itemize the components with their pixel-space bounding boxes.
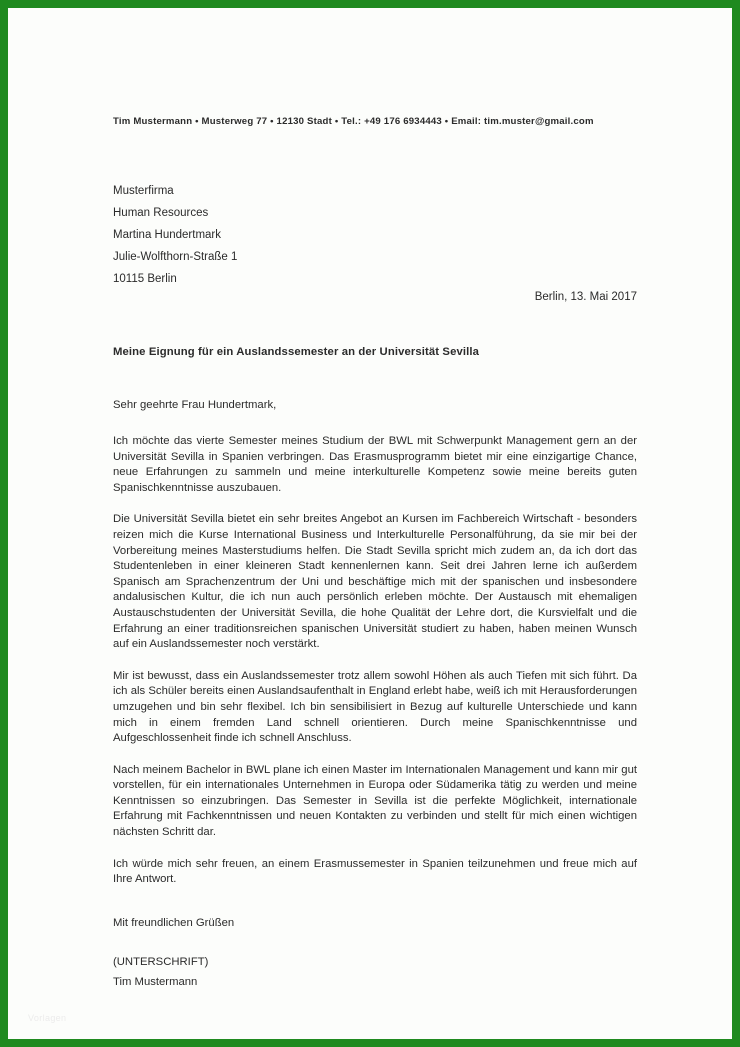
- body-paragraph-4: Nach meinem Bachelor in BWL plane ich einen Master im Internationalen Management und kann mir gut vorstellen, für ein internationales Unternehmen in Europa oder Südamerika tätig zu werden und meine Kenntnissen so einzubringen. Das Semester in Sevilla ist die perfekte Möglichkeit, internationale Erfahrung mit Fachkenntnissen und neuen Kontakten zu verbinden und stellt für mich einen wichtigen nächsten Schritt dar.: [113, 763, 637, 839]
- closing-phrase: Mit freundlichen Grüßen: [113, 917, 235, 929]
- body-paragraph-5: Ich würde mich sehr freuen, an einem Erasmussemester in Spanien teilzunehmen und freue mich auf Ihre Antwort.: [113, 857, 637, 886]
- recipient-company: Musterfirma: [113, 185, 174, 197]
- date-line: Berlin, 13. Mai 2017: [534, 291, 637, 303]
- signature-name: Tim Mustermann: [113, 976, 198, 988]
- signature-block: [113, 952, 637, 992]
- recipient-street: Julie-Wolfthorn-Straße 1: [113, 251, 238, 263]
- recipient-city: 10115 Berlin: [113, 273, 177, 285]
- subject-line: Meine Eignung für ein Auslandssemester an der Universität Sevilla: [113, 346, 480, 358]
- sender-header-line: Tim Mustermann • Musterweg 77 • 12130 Stadt • Tel.: +49 176 6934443 • Email: tim.muster@gmail.com: [113, 116, 594, 127]
- recipient-address-block: [113, 180, 443, 290]
- body-paragraph-2: Die Universität Sevilla bietet ein sehr breites Angebot an Kursen im Fachbereich Wirtschaft - besonders reizen mich die Kurse International Business und Interkulturelle Personalführung, da sie mir bei der Vorbereitung meines Masterstudiums helfen. Die Stadt Sevilla spricht mich zudem an, da ich dort das Studentenleben in einer kleineren Stadt kennenlernen kann. Seit drei Jahren lerne ich außerdem Spanisch am Sprachenzentrum der Uni und beschäftige mich mit der spanischen und insbesondere andalusischen Kultur, die ich nun auch persönlich erleben möchte. Der Austausch mit ehemaligen Austauschstudenten der Universität Sevilla, die hohe Qualität der Lehre dort, die Kursvielfalt und die Erfahrung an einer traditionsreichen spanischen Universität studiert zu haben, haben meinen Wunsch auf ein Auslandssemester noch verstärkt.: [113, 513, 637, 651]
- recipient-department: Human Resources: [113, 207, 209, 219]
- watermark-label: Vorlagen: [28, 1013, 67, 1023]
- body-paragraph-3: Mir ist bewusst, dass ein Auslandssemester trotz allem sowohl Höhen als auch Tiefen mit sich führt. Da ich als Schüler bereits einen Auslandsaufenthalt in England erlebt habe, weiß ich mit Herausforderungen umzugehen und bin sehr flexibel. Ich bin sensibilisiert in Bezug auf kulturelle Unterschiede und kann mich in einem fremden Land schnell orientieren. Durch meine Spanischkenntnisse und Aufgeschlossenheit finde ich schnell Anschluss.: [113, 669, 637, 745]
- letter-body: [113, 434, 637, 888]
- document-page: [8, 8, 732, 1039]
- salutation: Sehr geehrte Frau Hundertmark,: [113, 399, 277, 411]
- body-paragraph-1: Ich möchte das vierte Semester meines Studium der BWL mit Schwerpunkt Management gern an der Universität Sevilla in Spanien verbringen. Das Erasmusprogramm bietet mir eine einzigartige Chance, neue Erfahrungen zu sammeln und meine interkulturelle Kompetenz sowie meine bereits guten Spanischkenntnisse auszubauen.: [113, 435, 637, 494]
- signature-placeholder: (UNTERSCHRIFT): [113, 956, 209, 968]
- recipient-person: Martina Hundertmark: [113, 229, 222, 241]
